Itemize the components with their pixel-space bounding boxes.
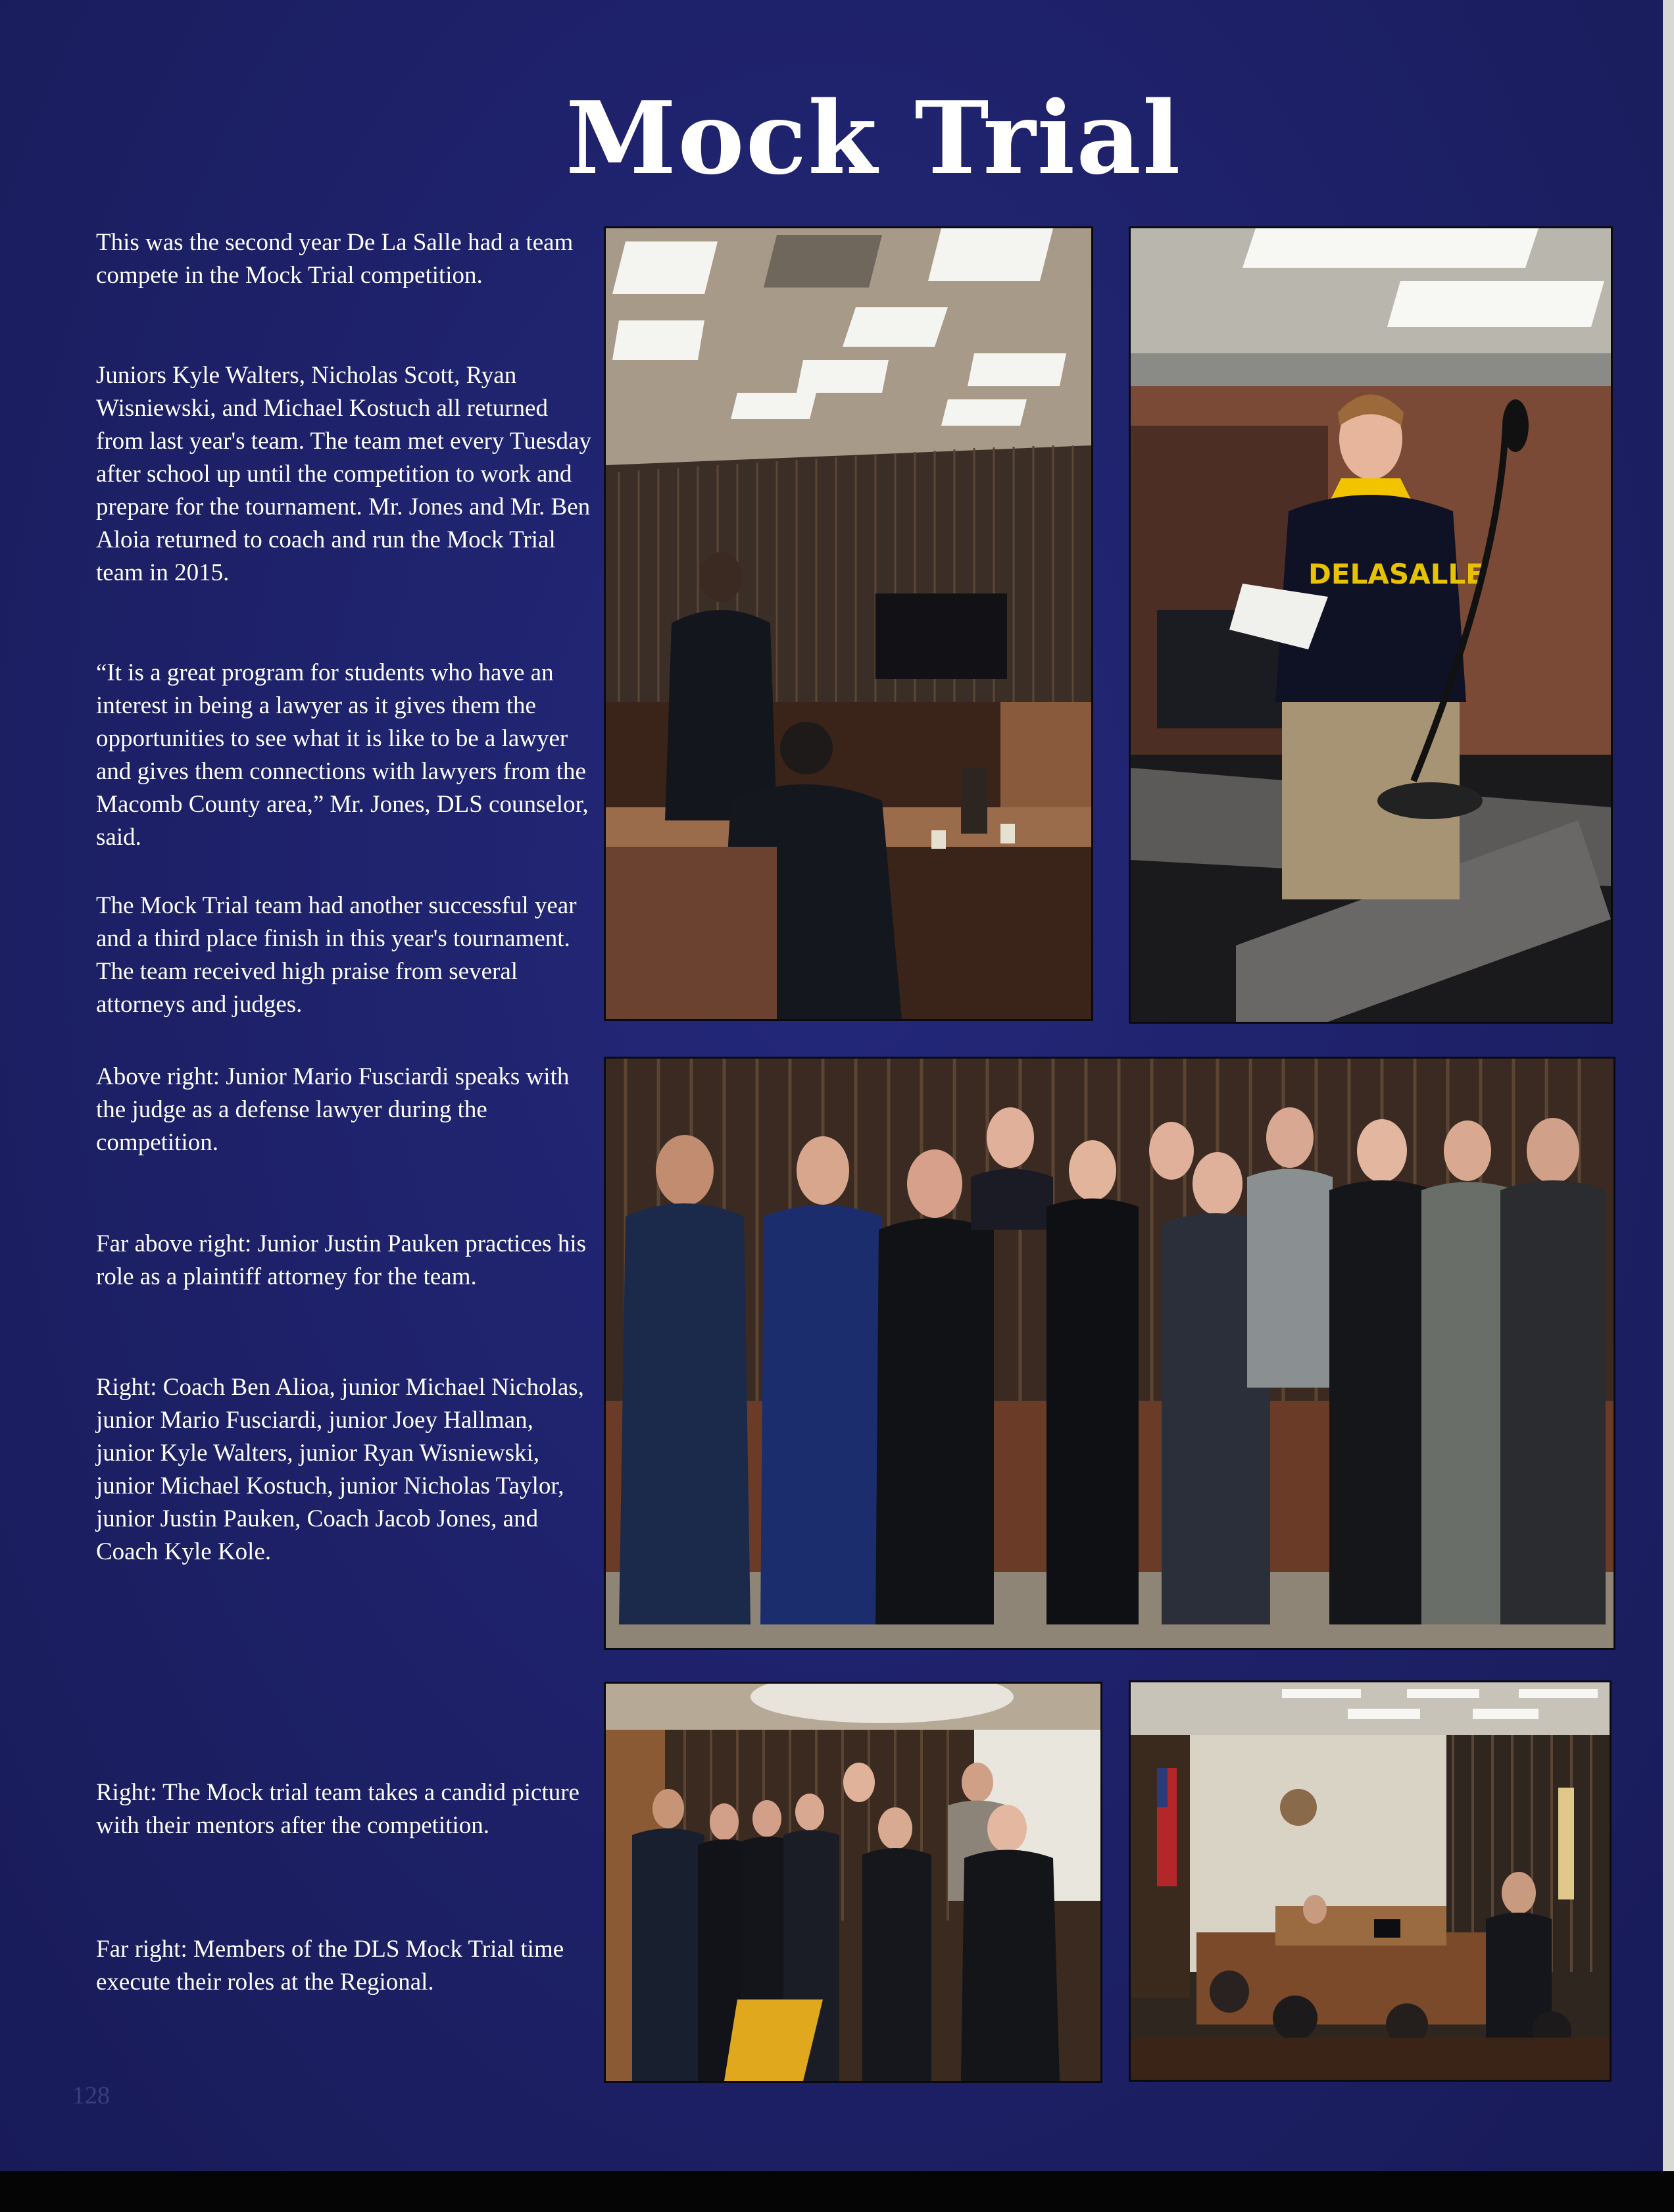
scan-bottom-border [0,2171,1674,2212]
page-title: Mock Trial [566,79,1182,197]
intro-text-2: Juniors Kyle Walters, Nicholas Scott, Ryan Wisniewski, and Michael Kostuch all returned from last year's team. The team met every Tuesday after school up until the competition to work and prepare for the tournament. Mr. Jones and Mr. Ben Aloia returned to coach and run the Mock Trial team in 2015. [96,362,591,586]
caption-candid-photo-text: Right: The Mock trial team takes a candid picture with their mentors after the competition. [96,1779,579,1839]
page-number: 128 [72,2082,110,2109]
intro-paragraph-2 [96,359,596,590]
caption-above-right-text: Above right: Junior Mario Fusciardi speaks with the judge as a defense lawyer during the competition. [96,1063,570,1156]
scan-right-edge [1663,0,1674,2171]
intro-paragraph-3 [96,657,596,854]
photo-courtroom-defense [604,226,1093,1021]
caption-far-above-right-text: Far above right: Junior Justin Pauken practices his role as a plaintiff attorney for the team. [96,1230,587,1290]
photo-team-group [604,1057,1615,1650]
sweater-text: DELASALLE [1308,558,1485,590]
intro-text-4: The Mock Trial team had another successful year and a third place finish in this year's tournament. The team received high praise from several attorneys and judges. [96,892,577,1018]
intro-paragraph-1 [96,226,596,292]
courtroom-defense-image [606,228,1091,1019]
regional-courtroom-image [1131,1682,1610,2080]
caption-group-photo [96,1371,596,1569]
photo-student-practice [1129,226,1613,1024]
caption-far-above-right [96,1228,596,1294]
photo-team-candid [604,1682,1102,2083]
caption-candid-photo [96,1776,596,1842]
intro-text-1: This was the second year De La Salle had a team compete in the Mock Trial competition. [96,229,574,289]
caption-group-photo-text: Right: Coach Ben Alioa, junior Michael Nicholas, junior Mario Fusciardi, junior Joey Hallman, junior Kyle Walters, junior Ryan Wisniewski, junior Michael Kostuch, junior Nicholas Taylor, junior Justin Pauken, Coach Jacob Jones, and Coach Kyle Kole. [96,1374,584,1565]
photo-regional-courtroom [1129,1680,1612,2082]
quote-text: “It is a great program for students who have an interest in being a lawyer as it gives them the opportunities to see what it is like to be a lawyer and gives them connections with lawyers from the Macomb County area,” Mr. Jones, DLS counselor, said. [96,659,589,851]
student-practice-image [1131,228,1611,1022]
caption-regional-photo-text: Far right: Members of the DLS Mock Trial time execute their roles at the Regional. [96,1936,564,1996]
caption-regional-photo [96,1933,596,1999]
caption-above-right [96,1061,596,1159]
intro-paragraph-4 [96,890,596,1021]
team-candid-image [606,1684,1100,2081]
team-group-image [606,1059,1613,1648]
